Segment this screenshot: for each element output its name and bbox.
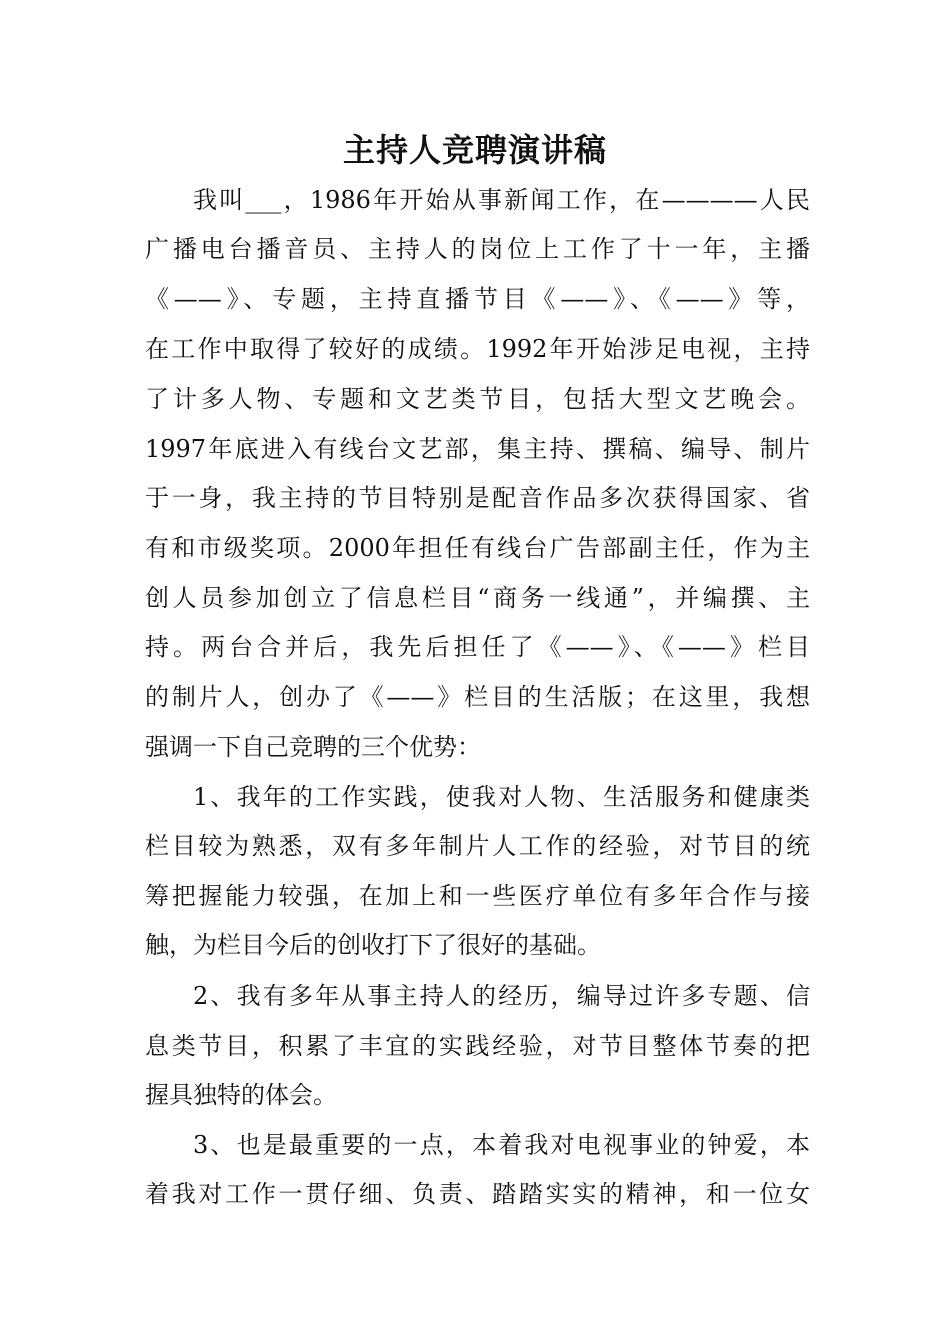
body-line: 了计多人物、专题和文艺类节目，包括大型文艺晚会。	[145, 385, 810, 413]
body-line: 触，为栏目今后的创收打下了很好的基础。	[145, 931, 601, 959]
body-line: 广播电台播音员、主持人的岗位上工作了十一年，主播	[145, 235, 810, 263]
body-line: 持。两台合并后，我先后担任了《——》、《——》栏目	[145, 633, 810, 661]
body-line: 创人员参加创立了信息栏目“商务一线通”，并编撰、主	[145, 584, 810, 612]
body-line: 息类节目，积累了丰宜的实践经验，对节目整体节奏的把	[145, 1032, 810, 1060]
body-line: 栏目较为熟悉，双有多年制片人工作的经验，对节目的统	[145, 832, 810, 860]
body-line: 的制片人，创办了《——》栏目的生活版；在这里，我想	[145, 683, 810, 711]
body-line: 1997年底进入有线台文艺部，集主持、撰稿、编导、制片	[145, 435, 810, 463]
body-line: 2、我有多年从事主持人的经历，编导过许多专题、信	[193, 982, 810, 1010]
body-line: 于一身，我主持的节目特别是配音作品多次获得国家、省	[145, 484, 810, 512]
body-line: 我叫___，1986年开始从事新闻工作，在————人民	[193, 186, 810, 214]
body-line: 《——》、专题，主持直播节目《——》、《——》等，	[145, 285, 810, 313]
body-line: 有和市级奖项。2000年担任有线台广告部副主任，作为主	[145, 534, 810, 562]
body-line: 在工作中取得了较好的成绩。1992年开始涉足电视，主持	[145, 335, 810, 363]
body-line: 强调一下自己竞聘的三个优势：	[145, 733, 481, 761]
body-line: 1、我年的工作实践，使我对人物、生活服务和健康类	[193, 783, 810, 811]
body-line: 3、也是最重要的一点，本着我对电视事业的钟爱，本	[193, 1131, 810, 1159]
body-line: 着我对工作一贯仔细、负责、踏踏实实的精神，和一位女	[145, 1180, 810, 1208]
body-line: 握具独特的体会。	[145, 1081, 337, 1109]
document-title: 主持人竞聘演讲稿	[342, 131, 607, 169]
body-line: 筹把握能力较强，在加上和一些医疗单位有多年合作与接	[145, 882, 810, 910]
